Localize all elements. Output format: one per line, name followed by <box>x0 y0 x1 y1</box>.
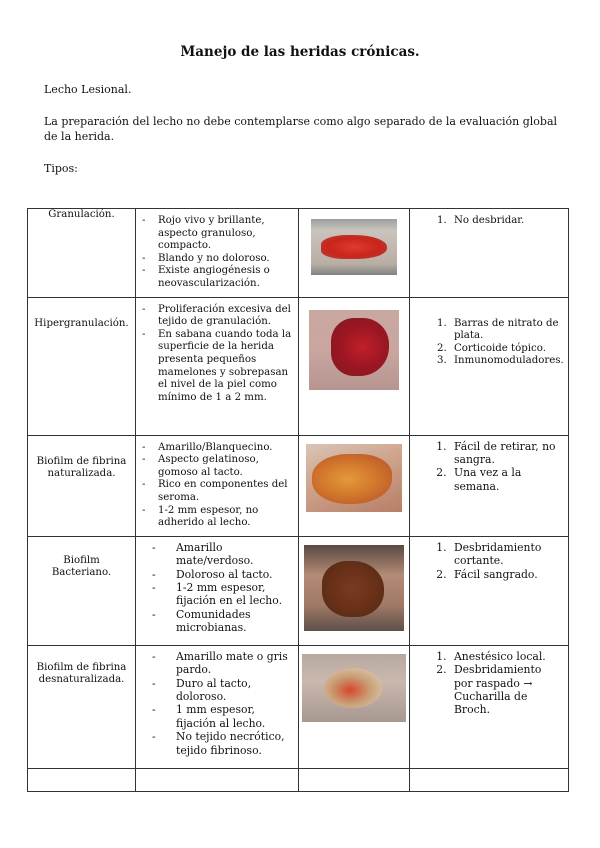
table-row-empty <box>28 768 569 791</box>
actions-cell <box>410 536 569 645</box>
empty-cell <box>410 768 569 791</box>
feature-item: - Amarillo/Blanquecino. <box>158 442 292 455</box>
tissue-name-cell <box>28 297 136 435</box>
feature-item: - Aspecto gelatinoso, gomoso al tacto. <box>158 454 292 479</box>
table-row <box>28 536 569 645</box>
tissue-name-cell <box>28 209 136 298</box>
feature-item: - Proliferación excesiva del tejido de granulación. <box>158 304 292 329</box>
wound-hypergranulation-photo <box>309 310 399 390</box>
actions-list <box>410 209 568 234</box>
feature-item: - Rico en componentes del seroma. <box>158 479 292 504</box>
action-item: 2. Fácil sangrado. <box>450 568 562 581</box>
empty-cell <box>136 768 299 791</box>
wound-granulation-photo <box>311 219 397 275</box>
table-row <box>28 435 569 536</box>
types-label: Tipos: <box>44 162 78 175</box>
actions-list <box>410 537 568 587</box>
feature-item: - Comunidades microbianas. <box>176 608 292 635</box>
photo-cell <box>299 209 410 298</box>
tissue-name: Granulación. <box>48 209 115 220</box>
actions-cell <box>410 645 569 768</box>
photo-cell <box>299 435 410 536</box>
photo-cell <box>299 645 410 768</box>
features-list <box>136 298 298 411</box>
wound-bacterial-biofilm-photo <box>304 545 404 631</box>
features-list <box>136 209 298 297</box>
intro-paragraph: La preparación del lecho no debe contemplarse como algo separado de la evaluación global de la herida. <box>44 115 558 143</box>
action-item: 2. Corticoide tópico. <box>450 343 562 356</box>
action-item: 3. Inmunomoduladores. <box>450 355 562 368</box>
section-label: Lecho Lesional. <box>44 83 132 96</box>
wound-fibrin-biofilm-photo <box>306 444 402 512</box>
features-cell <box>136 645 299 768</box>
wound-denatured-fibrin-photo <box>302 654 406 722</box>
feature-item: - Existe angiogénesis o neovascularización. <box>158 265 292 290</box>
wound-types-table <box>27 208 569 792</box>
features-list <box>136 436 298 536</box>
action-item: 2. Una vez a la semana. <box>450 466 562 493</box>
feature-item: - En sabana cuando toda la superficie de la herida presenta pequeños mamelones y sobrepasan el nivel de la piel como mínimo de 1 a 2 mm. <box>158 329 292 405</box>
tissue-name: Hipergranulación. <box>34 317 129 329</box>
action-item: 1. Anestésico local. <box>450 650 562 663</box>
feature-item: - Amarillo mate/verdoso. <box>176 541 292 568</box>
feature-item: - Doloroso al tacto. <box>176 568 292 581</box>
actions-cell <box>410 435 569 536</box>
photo-cell <box>299 536 410 645</box>
empty-cell <box>299 768 410 791</box>
features-cell <box>136 536 299 645</box>
action-item: 1. Barras de nitrato de plata. <box>450 318 562 343</box>
feature-item: - Amarillo mate o gris pardo. <box>176 650 292 677</box>
feature-item: - No tejido necrótico, tejido fibrinoso. <box>176 730 292 757</box>
action-item: 1. Desbridamiento cortante. <box>450 541 562 568</box>
actions-cell <box>410 297 569 435</box>
features-cell <box>136 435 299 536</box>
tissue-name-cell <box>28 435 136 536</box>
tissue-name: Biofilm de fibrina desnaturalizada. <box>36 661 127 686</box>
tissue-name-cell <box>28 645 136 768</box>
feature-item: - Blando y no doloroso. <box>158 253 292 266</box>
feature-item: - Duro al tacto, doloroso. <box>176 677 292 704</box>
document-title: Manejo de las heridas crónicas. <box>180 44 420 60</box>
actions-cell <box>410 209 569 298</box>
features-cell <box>136 297 299 435</box>
actions-list <box>410 298 568 374</box>
tissue-name: Biofilm Bacteriano. <box>51 554 112 579</box>
table-row <box>28 645 569 768</box>
features-cell <box>136 209 299 298</box>
table-row <box>28 209 569 298</box>
action-item: 1. Fácil de retirar, no sangra. <box>450 440 562 467</box>
actions-list <box>410 436 568 500</box>
tissue-name-cell <box>28 536 136 645</box>
tissue-name: Biofilm de fibrina naturalizada. <box>36 455 127 480</box>
table-row <box>28 297 569 435</box>
action-item: 2. Desbridamiento por raspado → Cucharilla de Broch. <box>450 663 562 717</box>
action-item: 1. No desbridar. <box>450 215 562 228</box>
photo-cell <box>299 297 410 435</box>
feature-item: - 1-2 mm espesor, fijación en el lecho. <box>176 581 292 608</box>
feature-item: - Rojo vivo y brillante, aspecto granuloso, compacto. <box>158 215 292 253</box>
features-list <box>136 646 298 763</box>
actions-list <box>410 646 568 723</box>
empty-cell <box>28 768 136 791</box>
features-list <box>136 537 298 641</box>
feature-item: - 1 mm espesor, fijación al lecho. <box>176 703 292 730</box>
feature-item: - 1-2 mm espesor, no adherido al lecho. <box>158 505 292 530</box>
